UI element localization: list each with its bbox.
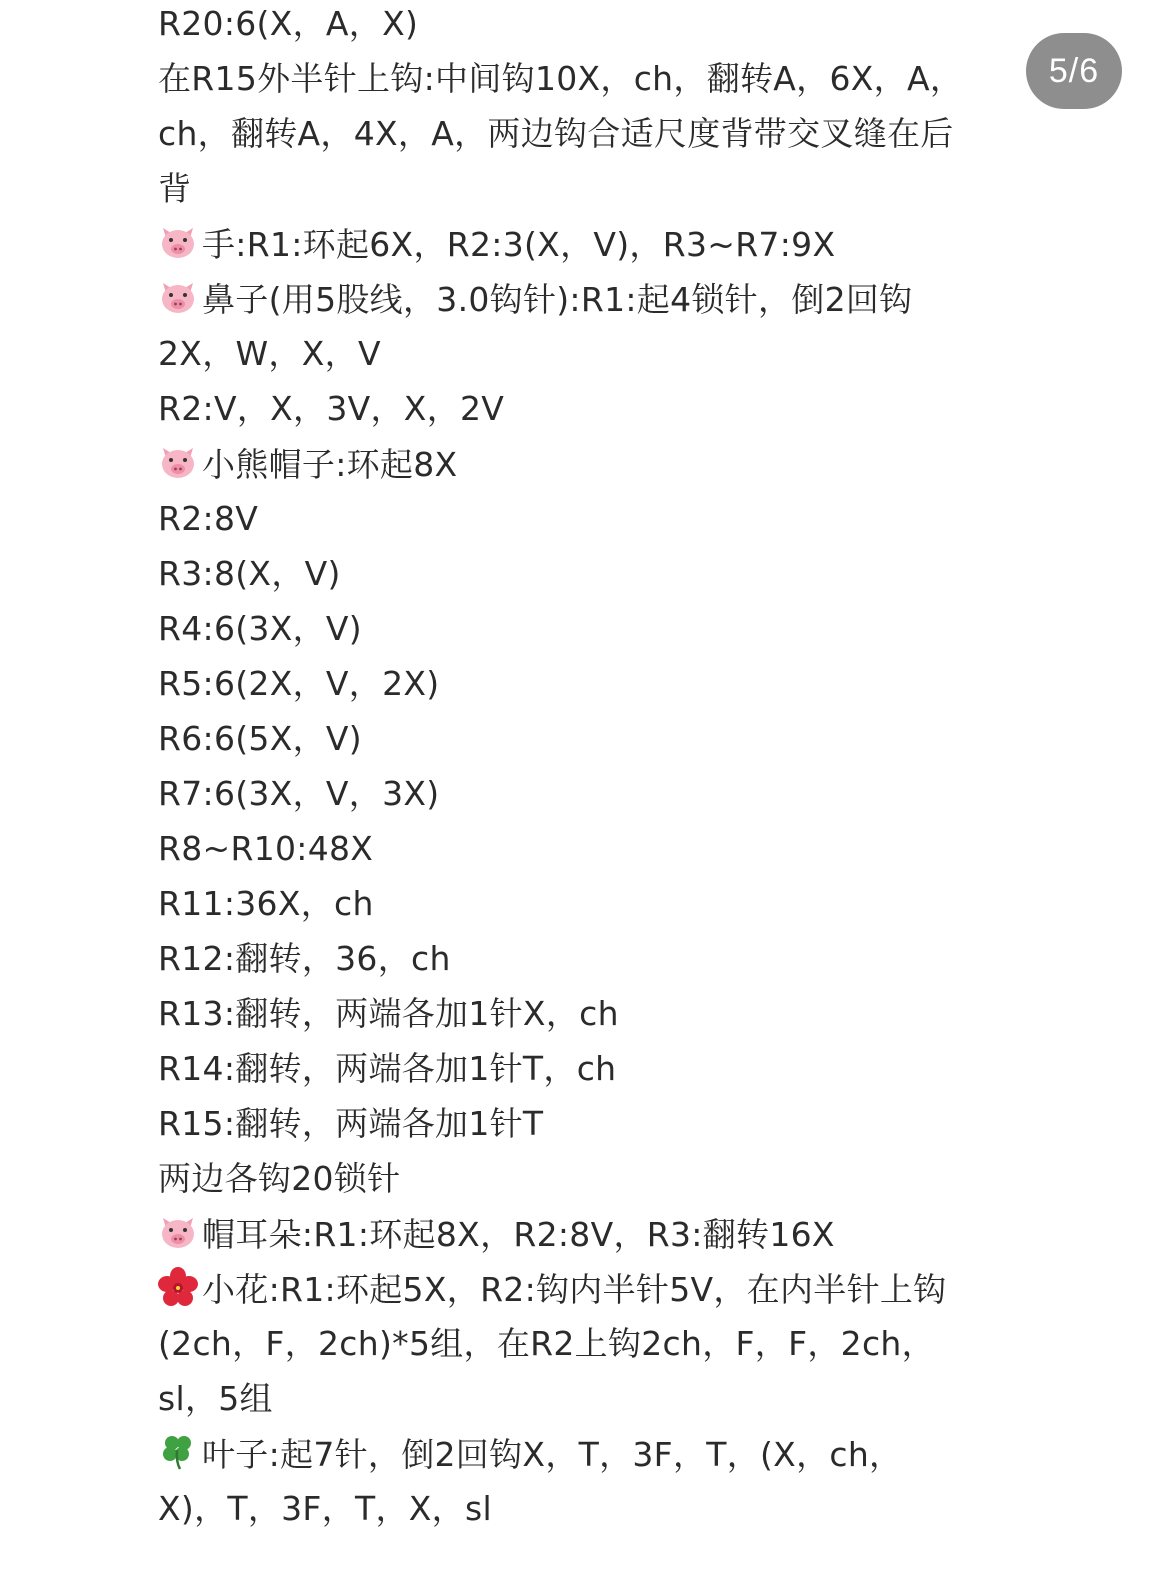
line-text: 在R15外半针上钩:中间钩10X，ch，翻转A，6X，A， xyxy=(158,59,964,98)
pattern-line xyxy=(158,57,963,101)
line-text: R20:6(X，A，X) xyxy=(158,4,419,43)
pig-face-icon xyxy=(158,277,198,317)
pattern-line xyxy=(158,937,451,981)
page-indicator-text: 5/6 xyxy=(1048,52,1100,90)
line-text: R15:翻转，两端各加1针T xyxy=(158,1104,544,1143)
pattern-line xyxy=(158,1487,492,1531)
pattern-line xyxy=(158,882,374,926)
pattern-line xyxy=(158,992,619,1036)
pattern-line-nose xyxy=(158,277,912,322)
pattern-line xyxy=(158,112,954,156)
line-text: 小熊帽子:环起8X xyxy=(202,445,458,484)
line-text: ch，翻转A，4X，A，两边钩合适尺度背带交叉缝在后 xyxy=(158,114,954,153)
line-text: 鼻子(用5股线，3.0钩针):R1:起4锁针，倒2回钩 xyxy=(202,280,913,319)
line-text: R14:翻转，两端各加1针T，ch xyxy=(158,1049,617,1088)
line-text: 小花:R1:环起5X，R2:钩内半针5V，在内半针上钩 xyxy=(202,1270,947,1309)
pig-face-icon xyxy=(158,222,198,262)
line-text: 两边各钩20锁针 xyxy=(158,1159,401,1198)
line-text: R7:6(3X，V，3X) xyxy=(158,774,440,813)
line-text: R3:8(X，V) xyxy=(158,554,341,593)
pattern-line xyxy=(158,1322,935,1366)
pattern-line xyxy=(158,827,373,871)
line-text: 背 xyxy=(158,169,192,208)
line-text: R2:8V xyxy=(158,499,259,538)
pattern-line xyxy=(158,332,381,376)
pattern-line xyxy=(158,1157,400,1201)
line-text: R2:V，X，3V，X，2V xyxy=(158,389,505,428)
hibiscus-icon xyxy=(158,1267,198,1307)
pattern-line xyxy=(158,1047,616,1091)
pig-face-icon xyxy=(158,442,198,482)
pattern-line-hands xyxy=(158,222,835,267)
pattern-line xyxy=(158,717,362,761)
pattern-line xyxy=(158,607,362,651)
pattern-line xyxy=(158,552,341,596)
pattern-line xyxy=(158,772,439,816)
line-text: 叶子:起7针，倒2回钩X，T，3F，T，(X，ch， xyxy=(202,1435,903,1474)
pig-face-icon xyxy=(158,1212,198,1252)
line-text: R6:6(5X，V) xyxy=(158,719,362,758)
line-text: 手:R1:环起6X，R2:3(X，V)，R3~R7:9X xyxy=(202,225,836,264)
pattern-line xyxy=(158,662,439,706)
pattern-line xyxy=(158,497,258,541)
line-text: 帽耳朵:R1:环起8X，R2:8V，R3:翻转16X xyxy=(202,1215,835,1254)
four-leaf-clover-icon xyxy=(158,1432,198,1472)
line-text: R8~R10:48X xyxy=(158,829,374,868)
line-text: X)，T，3F，T，X，sl xyxy=(158,1489,492,1528)
pattern-line xyxy=(158,2,418,46)
line-text: R12:翻转，36，ch xyxy=(158,939,451,978)
pattern-line xyxy=(158,1377,273,1421)
line-text: R13:翻转，两端各加1针X，ch xyxy=(158,994,619,1033)
line-text: sl，5组 xyxy=(158,1379,273,1418)
line-text: R11:36X，ch xyxy=(158,884,374,923)
pattern-line xyxy=(158,1102,543,1146)
pattern-line xyxy=(158,167,191,211)
pattern-line-flower xyxy=(158,1267,946,1312)
pattern-line-hat-ears xyxy=(158,1212,835,1257)
line-text: R5:6(2X，V，2X) xyxy=(158,664,440,703)
line-text: 2X，W，X，V xyxy=(158,334,381,373)
pattern-line xyxy=(158,387,504,431)
line-text: (2ch，F，2ch)*5组，在R2上钩2ch，F，F，2ch， xyxy=(158,1324,935,1363)
page-indicator-badge xyxy=(1026,33,1122,109)
line-text: R4:6(3X，V) xyxy=(158,609,362,648)
pattern-line-leaf xyxy=(158,1432,902,1477)
pattern-line-hat xyxy=(158,442,457,487)
